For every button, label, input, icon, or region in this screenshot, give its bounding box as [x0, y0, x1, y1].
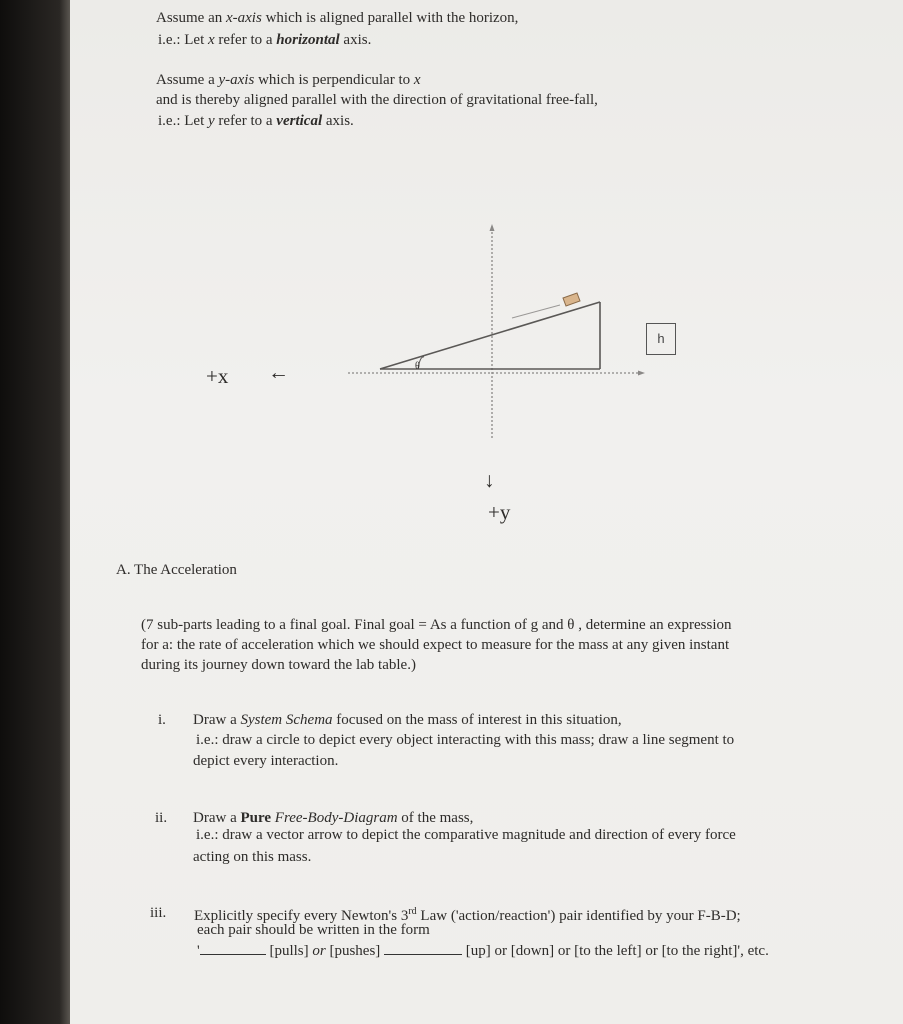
intro-line-3: Assume a y-axis which is perpendicular to x — [156, 72, 421, 88]
item-iii-line-1: Explicitly specify every Newton's 3rd Law ('action/reaction') pair identified by your F-B-D; — [194, 906, 741, 924]
intro-line-1: Assume an x-axis which is aligned parallel with the horizon, — [156, 10, 519, 26]
section-a-desc-1: (7 sub-parts leading to a final goal. Final goal = As a function of g and θ , determine an expression — [141, 617, 732, 633]
intro-line-4: and is thereby aligned parallel with the direction of gravitational free-fall, — [156, 92, 598, 108]
left-arrow-icon: ← — [268, 360, 289, 384]
item-iii-line-2: each pair should be written in the form — [197, 922, 430, 938]
item-i-line-1: Draw a System Schema focused on the mass of interest in this situation, — [193, 712, 622, 728]
incline-triangle — [380, 302, 600, 369]
item-iii-line-3: ' [pulls] or [pushes] [up] or [down] or [to the left] or [to the right]', etc. — [197, 940, 769, 961]
intro-line-2: i.e.: Let x refer to a horizontal axis. — [158, 32, 372, 48]
item-i-line-3: depict every interaction. — [193, 753, 339, 769]
item-iii-number: iii. — [150, 905, 167, 921]
item-i-number: i. — [158, 712, 166, 728]
sliding-mass-block — [512, 293, 580, 318]
item-ii-line-1: Draw a Pure Free-Body-Diagram of the mass, — [193, 810, 474, 826]
item-ii-line-3: acting on this mass. — [193, 849, 312, 865]
height-label-box: h — [646, 323, 676, 355]
horizontal-axis-line — [348, 371, 645, 376]
section-a-desc-2: for a: the rate of acceleration which we should expect to measure for the mass at any given instant — [141, 637, 730, 653]
section-a-heading: A. The Acceleration — [116, 562, 237, 578]
blank-line-1 — [200, 940, 266, 955]
plus-x-label: +x — [206, 364, 229, 388]
plus-y-label: +y — [488, 500, 511, 524]
theta-label: θ — [415, 361, 420, 372]
vertical-axis-line — [490, 224, 495, 440]
item-ii-number: ii. — [155, 810, 168, 826]
section-a-desc-3: during its journey down toward the lab table.) — [141, 657, 416, 673]
item-i-line-2: i.e.: draw a circle to depict every object interacting with this mass; draw a line segment to — [196, 732, 735, 748]
intro-line-5: i.e.: Let y refer to a vertical axis. — [158, 113, 354, 129]
blank-line-2 — [384, 940, 462, 955]
down-arrow-icon: ↓ — [484, 468, 495, 492]
item-ii-line-2: i.e.: draw a vector arrow to depict the comparative magnitude and direction of every force — [196, 827, 736, 843]
